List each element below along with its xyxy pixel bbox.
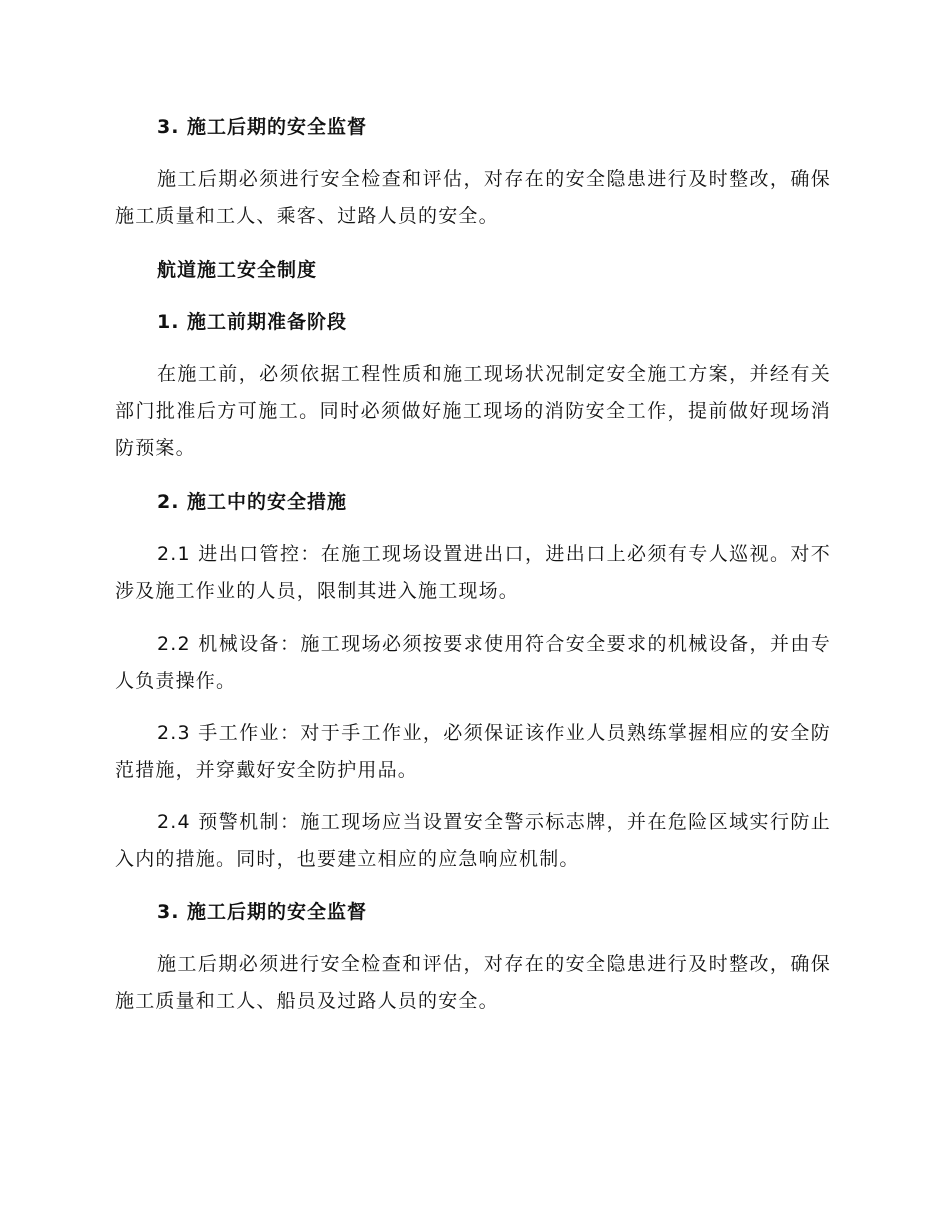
section-heading-late-supervision: 3. 施工后期的安全监督 bbox=[157, 116, 368, 138]
paragraph-late-supervision-2: 施工后期必须进行安全检查和评估，对存在的安全隐患进行及时整改，确保施工质量和工人、船员及过路人员的安全。 bbox=[115, 953, 831, 1012]
paragraph-warning-mechanism: 2.4 预警机制：施工现场应当设置安全警示标志牌，并在危险区域实行防止入内的措施。同时，也要建立相应的应急响应机制。 bbox=[115, 811, 831, 870]
section-heading-preparation: 1. 施工前期准备阶段 bbox=[157, 311, 348, 333]
paragraph-machinery: 2.2 机械设备：施工现场必须按要求使用符合安全要求的机械设备，并由专人负责操作。 bbox=[115, 633, 831, 692]
section-heading-late-supervision-2: 3. 施工后期的安全监督 bbox=[157, 901, 368, 923]
paragraph-preparation: 在施工前，必须依据工程性质和施工现场状况制定安全施工方案，并经有关部门批准后方可施工。同时必须做好施工现场的消防安全工作，提前做好现场消防预案。 bbox=[115, 363, 831, 459]
paragraph-access-control: 2.1 进出口管控：在施工现场设置进出口，进出口上必须有专人巡视。对不涉及施工作业的人员，限制其进入施工现场。 bbox=[115, 543, 831, 602]
paragraph-late-supervision: 施工后期必须进行安全检查和评估，对存在的安全隐患进行及时整改，确保施工质量和工人、乘客、过路人员的安全。 bbox=[115, 168, 831, 227]
paragraph-manual-work: 2.3 手工作业：对于手工作业，必须保证该作业人员熟练掌握相应的安全防范措施，并穿戴好安全防护用品。 bbox=[115, 722, 831, 781]
section-heading-measures: 2. 施工中的安全措施 bbox=[157, 491, 348, 513]
section-title-waterway-safety: 航道施工安全制度 bbox=[157, 259, 318, 281]
